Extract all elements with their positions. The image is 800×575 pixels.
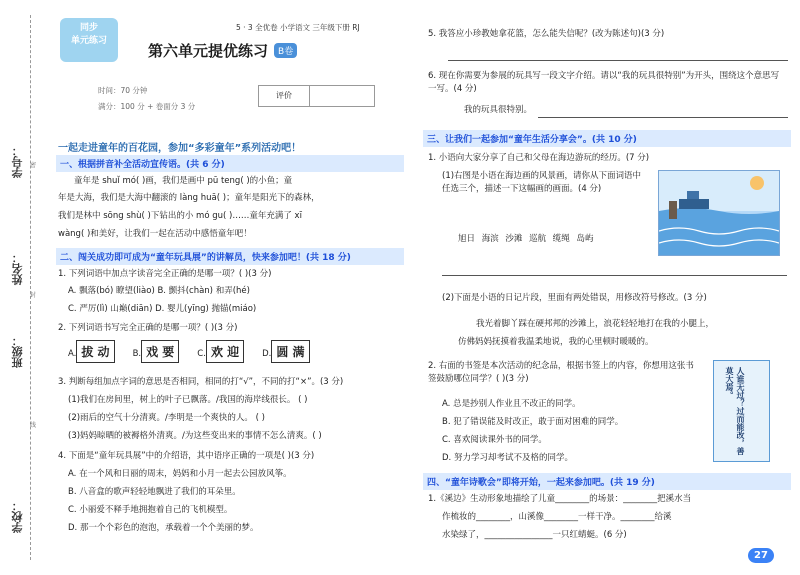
right-page [418,0,793,575]
q5-answer-line[interactable] [448,60,788,61]
title-row [148,40,297,61]
r2-option-a: A. 总是抄别人作业且不改正的同学。 [442,399,581,409]
s4-line-1: 1.《溪边》生动形象地描绘了儿童________的场景：________把溪水当 [428,494,692,504]
diary-line-2: 仿佛妈妈抚摸着我温柔地说，我的心里顿时暖暖的。 [458,337,654,347]
q2-options [68,340,314,363]
seaside-painting-svg [659,171,779,255]
school-label: 学校： [11,500,24,533]
cut-char: 密 [30,162,37,169]
r2-stem: 2. 右面的书签是本次活动的纪念品，根据书签上的内容，你想用这张书签鼓励哪位同学？( )(3 分) [428,361,694,384]
r1-sub2: (2)下面是小语的日记片段，里面有两处错误，用修改符号修改。(3 分) [442,293,707,303]
left-page [38,0,403,575]
q1-options-cd: C. 严厉(lì) 山巅(diān) D. 婴儿(yīng) 抛锚(miáo) [68,304,257,314]
r1-sub1: (1)右图是小语在海边画的风景画，请你从下面词语中任选三个，描述一下这幅画的画面。(4 分) [442,171,642,194]
unit-ribbon: 同步 单元练习 [60,18,118,62]
q3-item-1: (1)我们在房间里，树上的叶子已飘落。/我国的海岸线很长。 ( ) [68,395,308,405]
q2-option[interactable]: B. 戏 要 [133,340,184,363]
s1-line-2: 年是大海，我们是大海中翻滚的 làng huā( )；童年是阳光下的森林， [58,193,320,203]
q3-item-2: (2)雨后的空气十分清爽。/李明是一个爽快的人。 ( ) [68,413,265,423]
q2-option[interactable]: C. 欢 迎 [197,340,248,363]
cut-line [30,15,31,560]
cut-char: 封 [30,292,37,299]
student-id-label: 学号： [11,145,24,178]
q3-stem: 3. 判断每组加点字词的意思是否相同，相同的打“√”，不同的打“×”。(3 分) [58,377,344,387]
q4-option-c: C. 小丽爱不释手地拥抱着自己的飞机模型。 [68,505,233,515]
r2-option-c: C. 喜欢阅读课外书的同学。 [442,435,547,445]
s4-line-3: 水染绿了，________________一只红蜻蜓。(6 分) [442,530,627,540]
section-1-title: 一、根据拼音补全活动宣传语。(共 6 分) [56,155,404,172]
q6-stem: 6. 现在你需要为参展的玩具写一段文字介绍。请以“我的玩具很特别”为开头，围绕这个意思写一写。(4 分) [428,71,780,94]
diary-line-1: 我光着脚丫踩在硬邦邦的沙滩上，浪花轻轻地打在我的小腿上， [476,319,715,329]
s1-line-4: wàng( )和美好，让我们一起在活动中感悟童年吧！ [58,229,252,239]
q6-start: 我的玩具很特别。 [464,105,533,115]
q4-stem: 4. 下面是“童年玩具展”中的介绍语，其中语序正确的一项是( )(3 分) [58,451,315,461]
series-line: 5 · 3 全优卷 小学语文 三年级下册 RJ [236,23,360,32]
section-3-title: 三、让我们一起参加“童年生活分享会”。(共 10 分) [423,130,791,147]
time-info: 时间：70 分钟 [98,86,148,95]
grade-label: 评价 [259,86,310,106]
class-label: 班级： [11,335,24,368]
r1-words: 旭日 海滨 沙滩 巡航 缆绳 岛屿 [458,234,594,244]
q4-option-b: B. 八音盒的歌声轻轻地飘进了我们的耳朵里。 [68,487,241,497]
score-info: 满分：100 分 + 卷面分 3 分 [98,102,196,111]
q4-option-a: A. 在一个风和日丽的周末，妈妈和小月一起去公园放风筝。 [68,469,292,479]
r1-answer-line[interactable] [442,275,787,276]
q2-option[interactable]: A. 拔 动 [68,340,119,363]
r2-option-b: B. 犯了错误能及时改正，敢于面对困难的同学。 [442,417,624,427]
s1-line-3: 我们是林中 sōng shù( )下钻出的小 mó gu( )……童年充满了 xī [58,211,302,221]
q2-stem: 2. 下列词语书写完全正确的是哪一项？( )(3 分) [58,323,238,333]
q6-answer-line[interactable] [538,117,788,118]
grade-box [258,85,375,107]
section-4-title: 四、“童年诗歌会”即将开始，一起来参加吧。(共 19 分) [423,473,791,490]
q4-option-d: D. 那一个个彩色的泡泡，承载着一个个美丽的梦。 [68,523,259,533]
s4-line-2: 作梳妆的________，山溪像________一样干净。________给溪 [442,512,672,522]
intro-text: 一起走进童年的百花园，参加“多彩童年”系列活动吧！ [58,143,302,154]
q3-item-3: (3)妈妈晾晒的被褥格外清爽。/为这些变出来的事情不怎么清爽。( ) [68,431,322,441]
r2-option-d: D. 努力学习却考试不及格的同学。 [442,453,573,463]
page-number: 27 [748,548,774,563]
q1-stem: 1. 下列词语中加点字读音完全正确的是哪一项？( )(3 分) [58,269,272,279]
bookmark-card [713,360,770,462]
grade-field[interactable] [310,86,374,106]
r1-stem: 1. 小语向大家分享了自己和父母在海边游玩的经历。(7 分) [428,153,650,163]
q5-stem: 5. 我答应小珍教她拿花篮，怎么能失信呢？(改为陈述句)(3 分) [428,29,665,39]
name-label: 姓名： [11,252,24,285]
section-2-title: 二、闯关成功即可成为“童年玩具展”的讲解员，快来参加吧！(共 18 分) [56,248,404,265]
s1-line-1: 童年是 shuǐ mó( )画，我们是画中 pū teng( )的小鱼；童 [74,176,293,186]
cut-char: 线 [30,422,37,429]
seaside-painting [658,170,780,256]
binding-strip [0,0,40,575]
bookmark-text: 人谁无过？过而能改，善莫大焉。 [725,367,745,455]
q2-option[interactable]: D. 圆 满 [262,340,313,363]
page-title: 第六单元提优练习 [148,42,269,60]
volume-badge: B卷 [274,43,297,58]
q1-options-ab: A. 飘落(bó) 瞭望(liào) B. 颤抖(chàn) 和弄(hé) [68,286,250,296]
